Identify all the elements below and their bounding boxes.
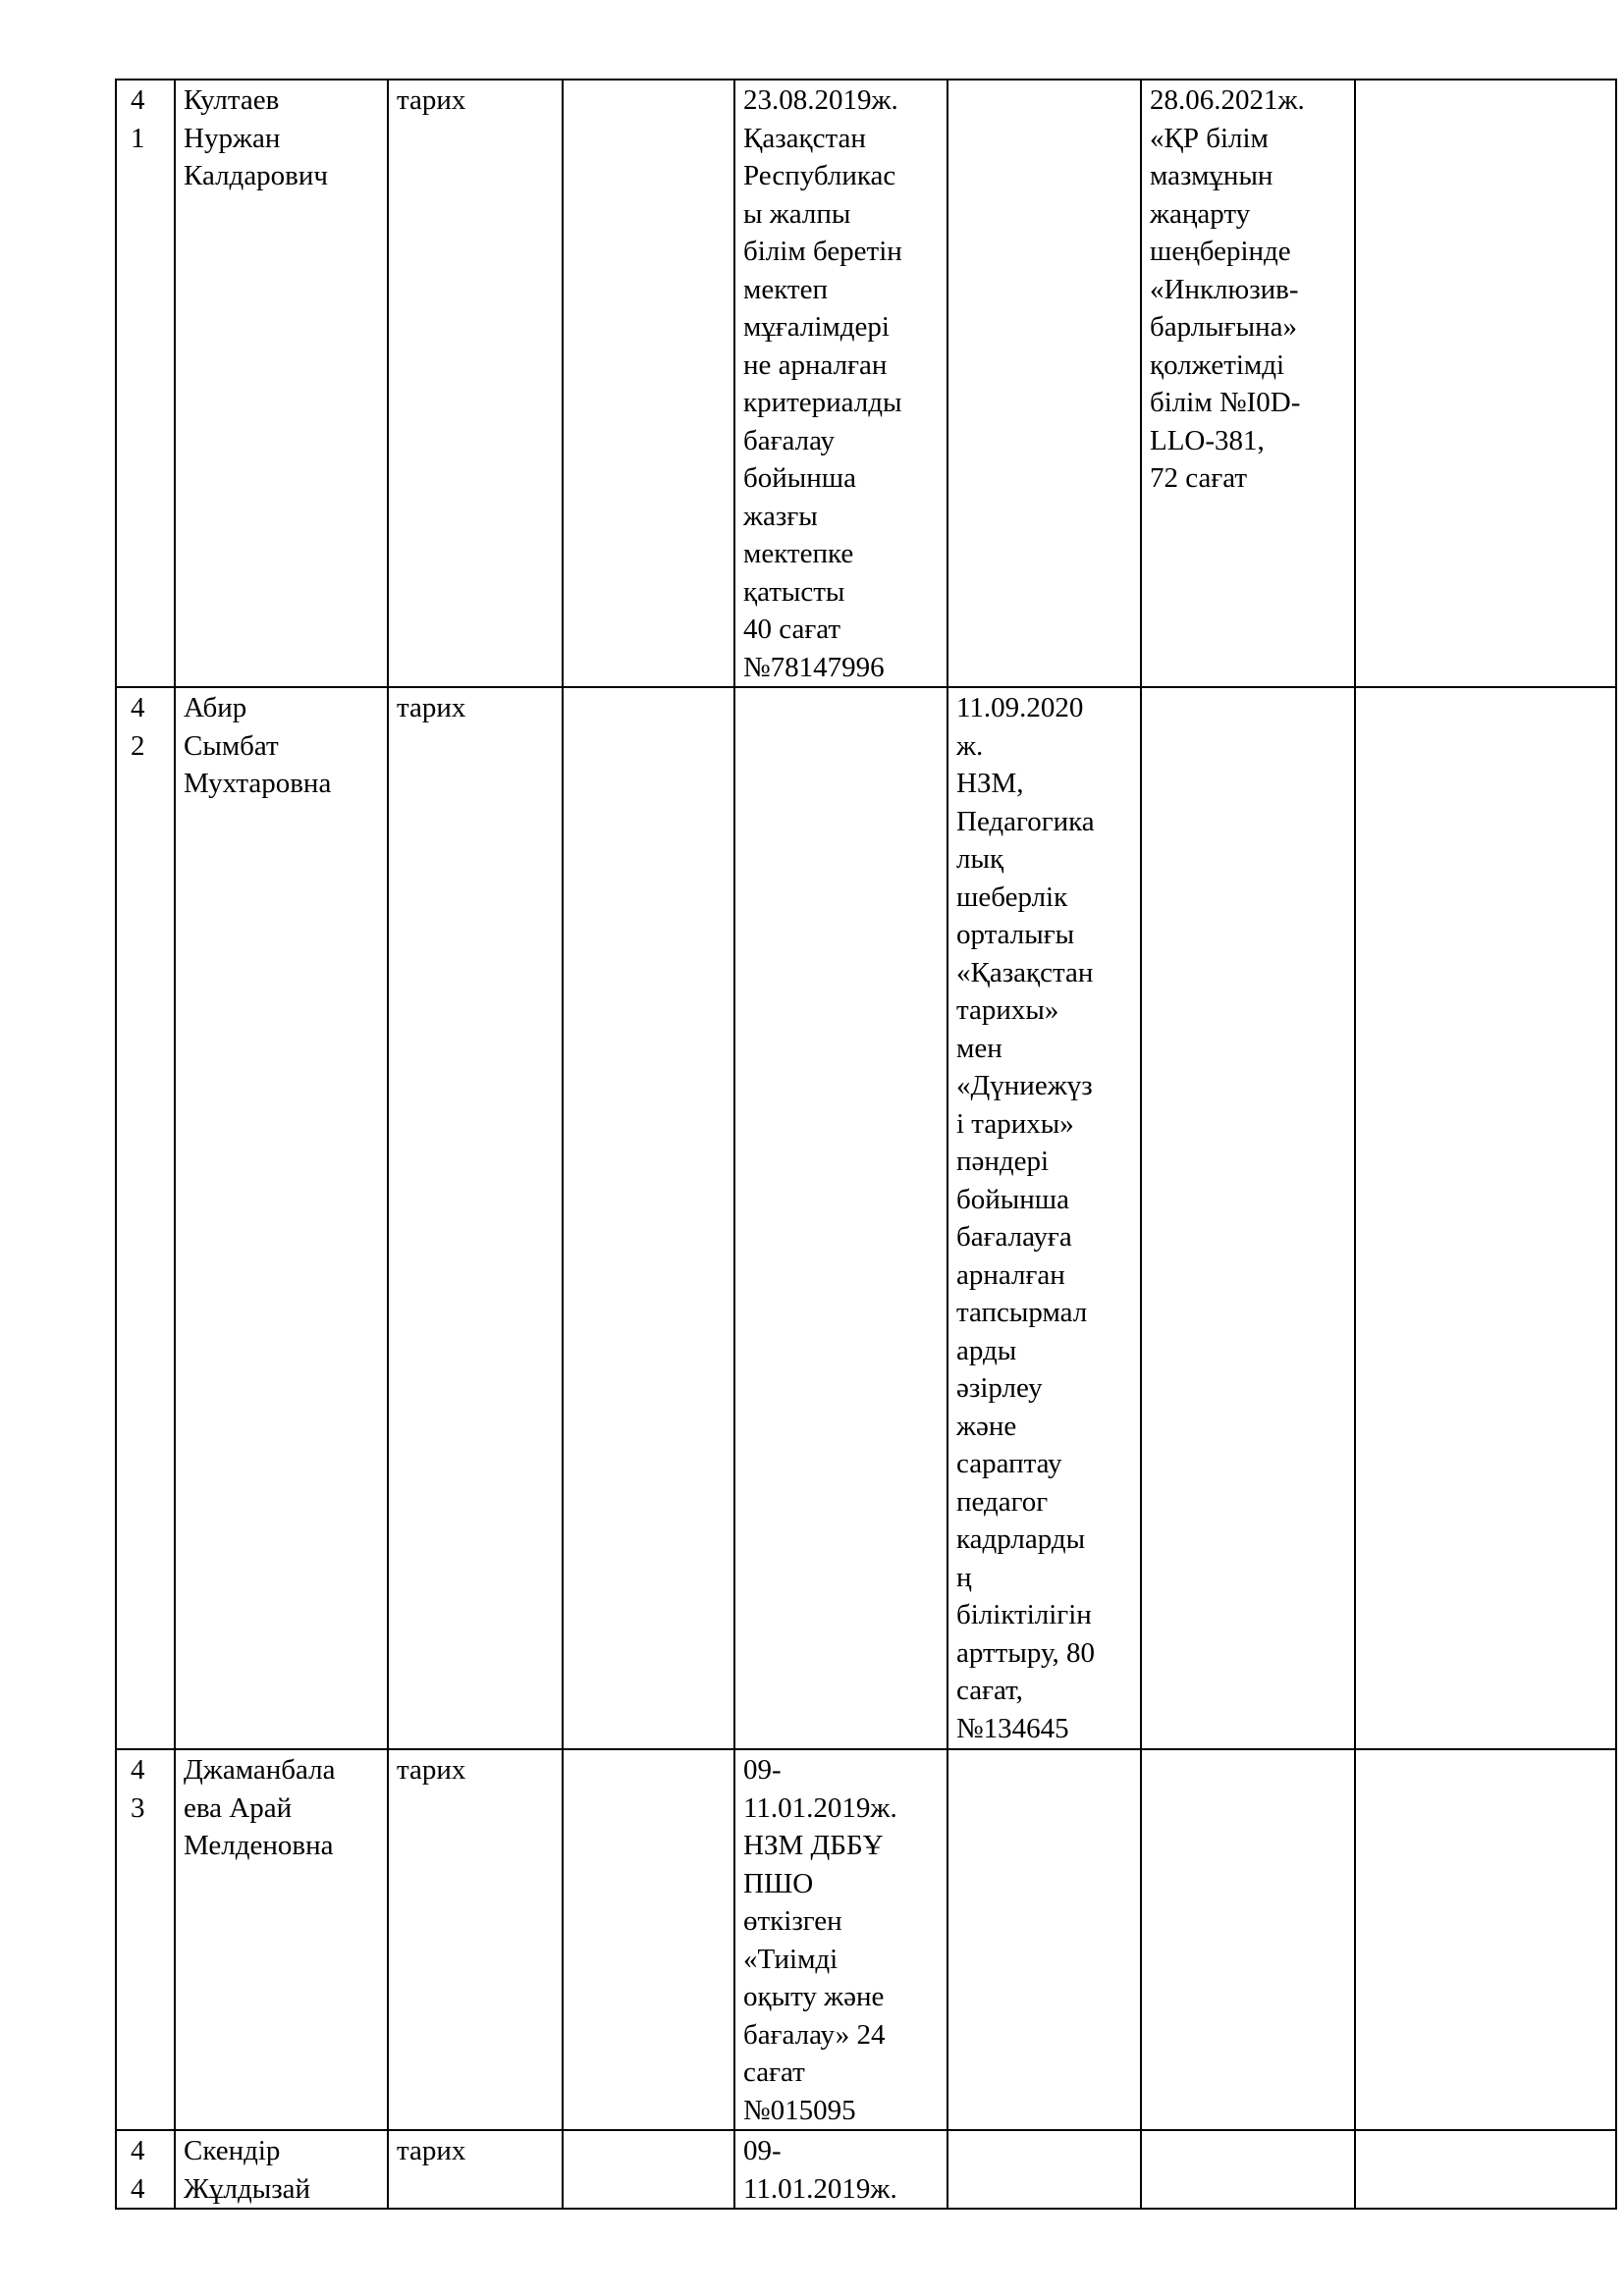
table-row	[116, 2130, 1616, 2209]
course-2020-cell	[947, 2130, 1141, 2209]
course-2020-cell	[947, 1749, 1141, 2130]
row-number-cell: 4 1	[116, 80, 175, 687]
empty-cell	[1355, 2130, 1616, 2209]
table-row	[116, 80, 1616, 687]
teacher-name-cell: Култаев Нуржан Калдарович	[175, 80, 388, 687]
teacher-name-cell: Абир Сымбат Мухтаровна	[175, 687, 388, 1749]
empty-cell	[563, 687, 734, 1749]
empty-cell	[1355, 80, 1616, 687]
course-2021-cell: 28.06.2021ж. «ҚР білім мазмұнын жаңарту шеңберінде «Инклюзив- барлығына» қолжетімді білім №I0D- LLO-381, 72 сағат	[1141, 80, 1355, 687]
subject-cell: тарих	[388, 1749, 563, 2130]
row-number-cell: 4 2	[116, 687, 175, 1749]
table-row	[116, 687, 1616, 1749]
empty-cell	[1355, 1749, 1616, 2130]
course-2021-cell	[1141, 687, 1355, 1749]
subject-cell: тарих	[388, 687, 563, 1749]
row-number-cell: 4 3	[116, 1749, 175, 2130]
empty-cell	[563, 1749, 734, 2130]
course-2020-cell	[947, 80, 1141, 687]
course-2020-cell: 11.09.2020 ж. НЗМ, Педагогика лық шеберлік орталығы «Қазақстан тарихы» мен «Дүниежүз і тарихы» пәндері бойынша бағалауға арналған тапсырмал арды әзірлеу және сараптау педагог кадрларды ң біліктілігін арттыру, 80 сағат, №134645	[947, 687, 1141, 1749]
course-2019-cell	[734, 687, 947, 1749]
empty-cell	[563, 80, 734, 687]
course-2019-cell: 23.08.2019ж. Қазақстан Республикас ы жалпы білім беретін мектеп мұғалімдері не арналған критериалды бағалау бойынша жазғы мектепке қатысты 40 сағат №78147996	[734, 80, 947, 687]
empty-cell	[1355, 687, 1616, 1749]
teachers-courses-table	[115, 79, 1617, 2210]
teacher-name-cell: Скендір Жұлдызай	[175, 2130, 388, 2209]
row-number-cell: 4 4	[116, 2130, 175, 2209]
subject-cell: тарих	[388, 80, 563, 687]
empty-cell	[563, 2130, 734, 2209]
course-2021-cell	[1141, 2130, 1355, 2209]
teacher-name-cell: Джаманбала ева Арай Мелденовна	[175, 1749, 388, 2130]
course-2021-cell	[1141, 1749, 1355, 2130]
course-2019-cell: 09- 11.01.2019ж.	[734, 2130, 947, 2209]
subject-cell: тарих	[388, 2130, 563, 2209]
table-row	[116, 1749, 1616, 2130]
course-2019-cell: 09- 11.01.2019ж. НЗМ ДББҰ ПШО өткізген «Тиімді оқыту және бағалау» 24 сағат №015095	[734, 1749, 947, 2130]
